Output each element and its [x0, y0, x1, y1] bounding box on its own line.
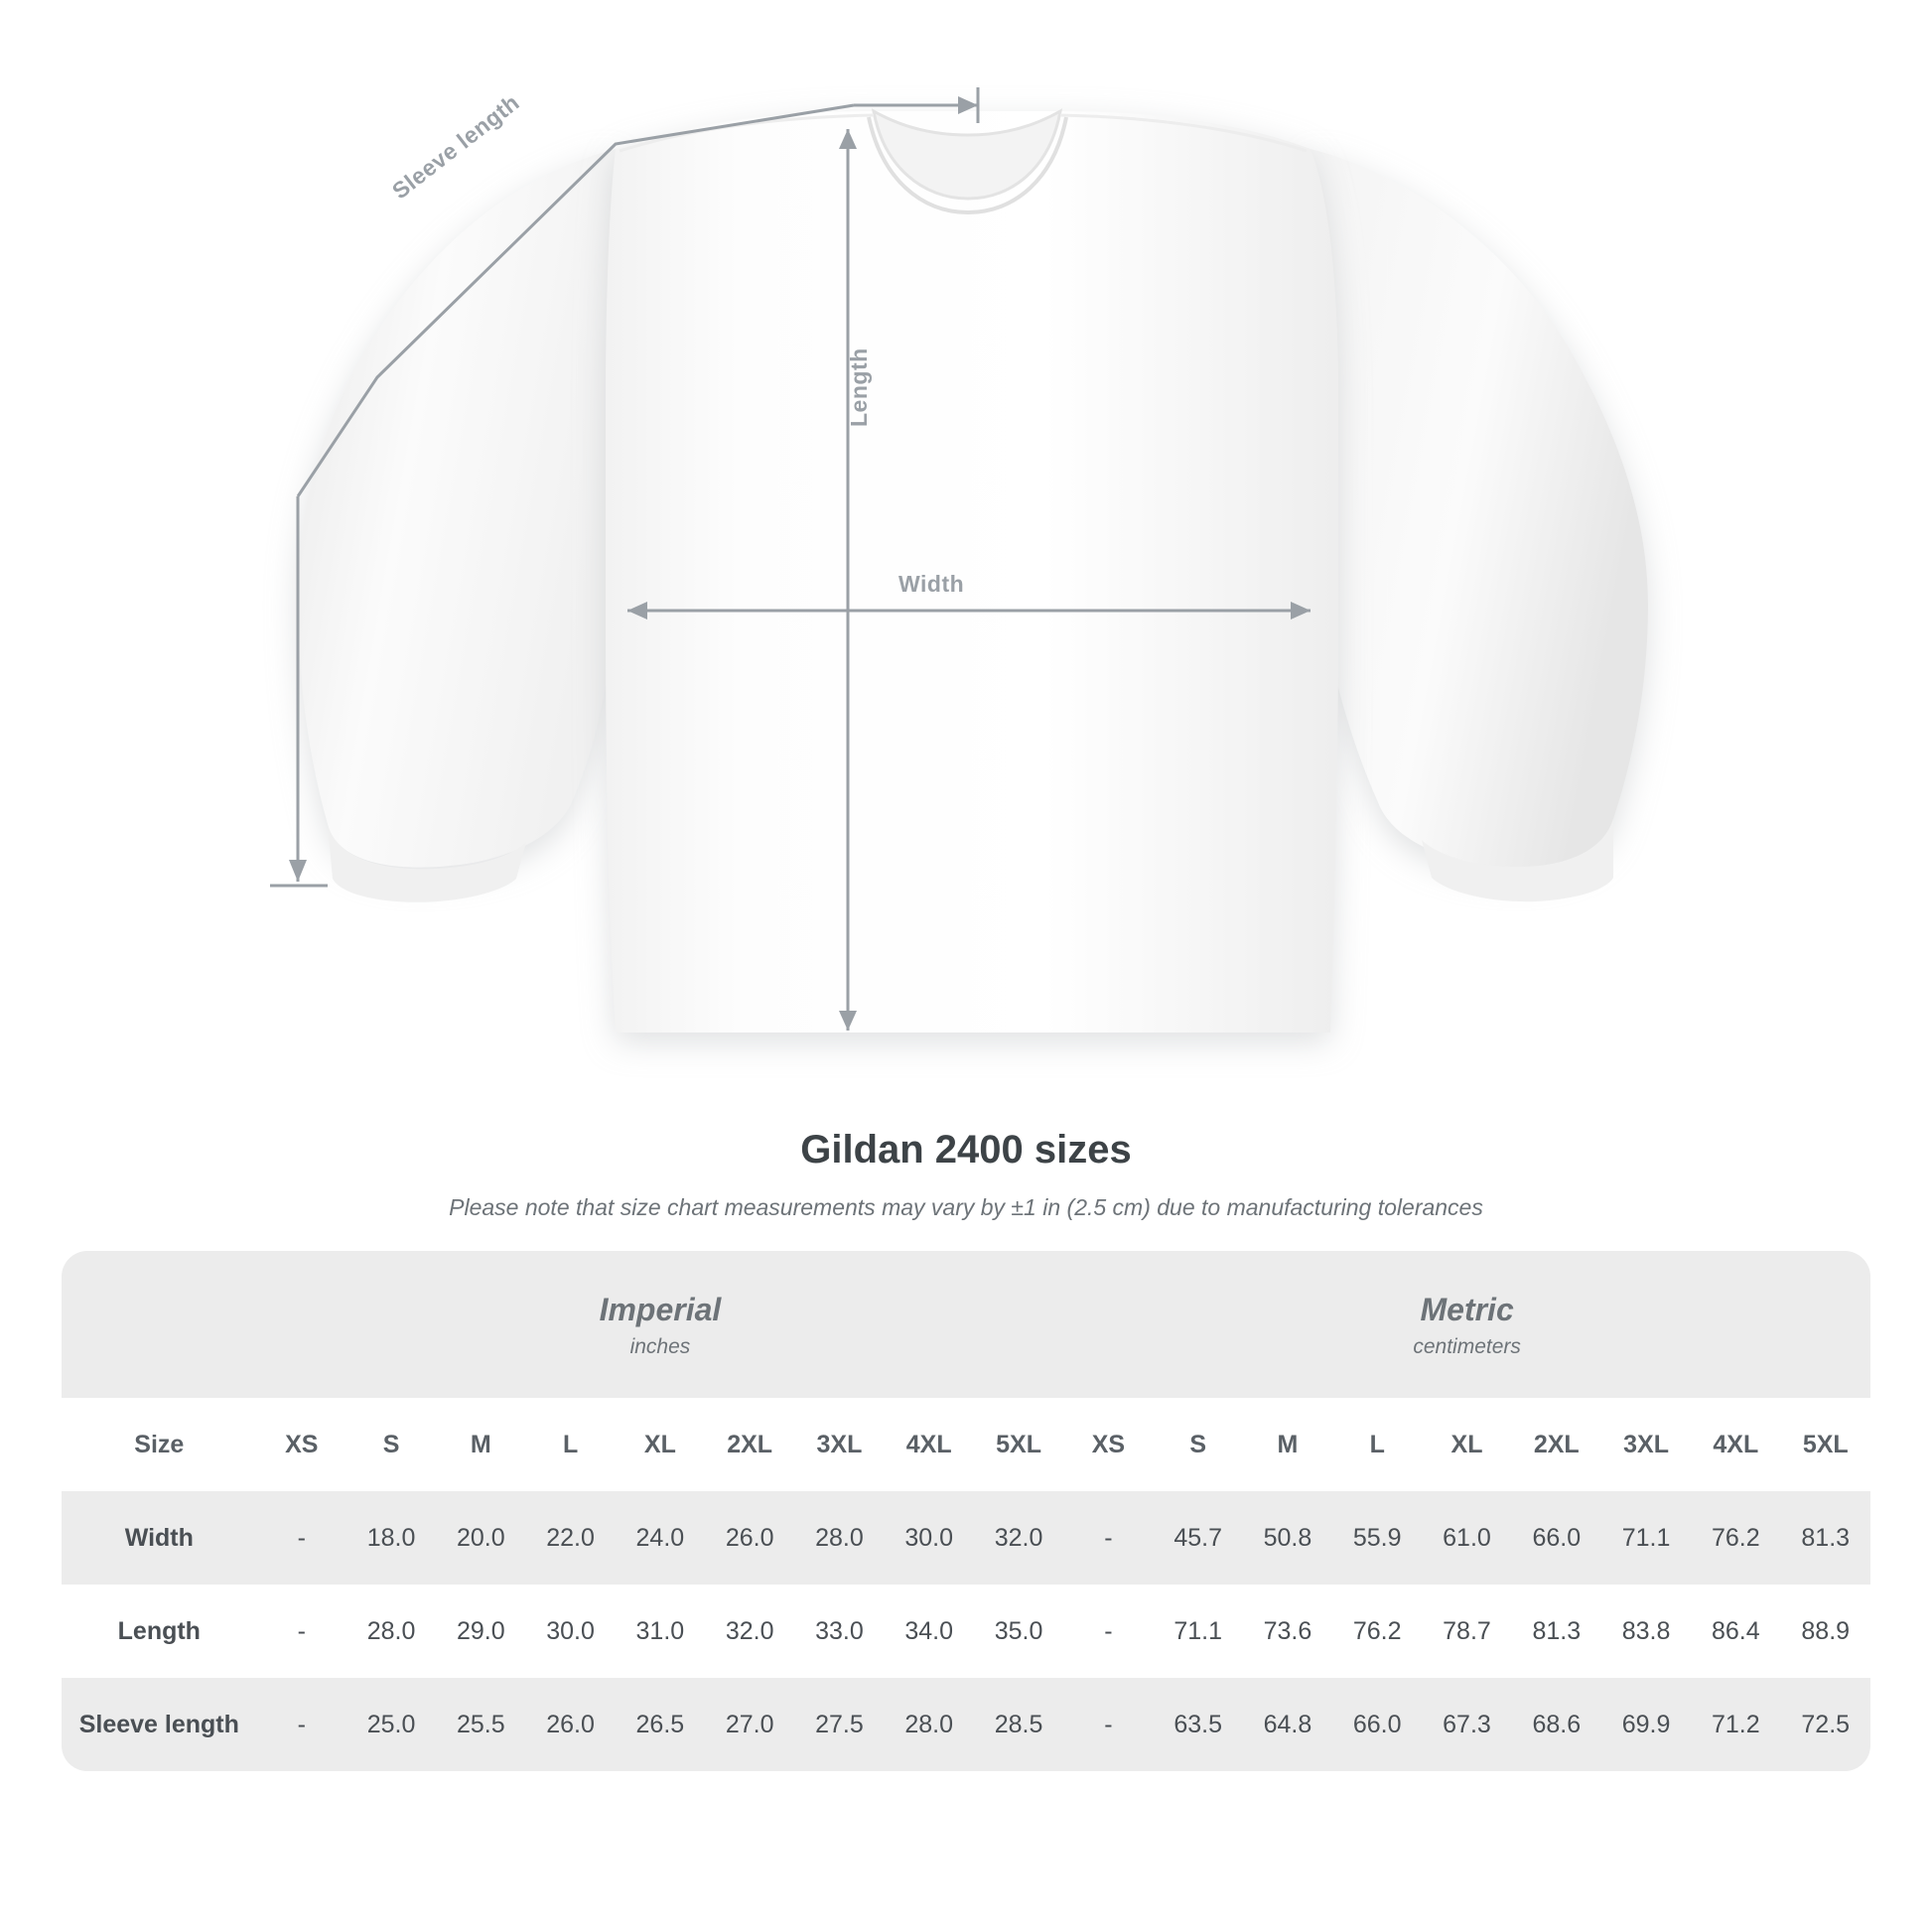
sleeve-metric-xl: 67.3 [1422, 1678, 1511, 1771]
sleeve-metric-s: 63.5 [1154, 1678, 1243, 1771]
length-metric-xl: 78.7 [1422, 1585, 1511, 1678]
length-imperial-l: 30.0 [525, 1585, 615, 1678]
title-block [0, 1128, 1932, 1221]
metric-sub: centimeters [1413, 1335, 1521, 1358]
width-imperial-xs: - [257, 1491, 346, 1585]
size-header-imperial-2xl: 2XL [705, 1398, 794, 1491]
size-header-imperial-xl: XL [616, 1398, 705, 1491]
length-imperial-5xl: 35.0 [974, 1585, 1063, 1678]
row-label-length: Length [62, 1585, 257, 1678]
size-header-metric-xl: XL [1422, 1398, 1511, 1491]
size-header-imperial-5xl: 5XL [974, 1398, 1063, 1491]
sleeve-imperial-s: 25.0 [346, 1678, 436, 1771]
width-imperial-s: 18.0 [346, 1491, 436, 1585]
length-metric-s: 71.1 [1154, 1585, 1243, 1678]
size-header-row [62, 1398, 1870, 1491]
width-imperial-5xl: 32.0 [974, 1491, 1063, 1585]
chart-title: Gildan 2400 sizes [800, 1128, 1132, 1172]
length-imperial-m: 29.0 [436, 1585, 525, 1678]
left-sleeve [298, 149, 616, 868]
width-imperial-2xl: 26.0 [705, 1491, 794, 1585]
unit-header-row [62, 1251, 1870, 1398]
right-sleeve [1311, 149, 1648, 867]
size-table [62, 1251, 1870, 1771]
length-metric-m: 73.6 [1243, 1585, 1332, 1678]
length-imperial-4xl: 34.0 [885, 1585, 974, 1678]
sleeve-metric-5xl: 72.5 [1780, 1678, 1870, 1771]
sleeve-imperial-l: 26.0 [525, 1678, 615, 1771]
width-metric-l: 55.9 [1332, 1491, 1422, 1585]
size-header-metric-2xl: 2XL [1512, 1398, 1601, 1491]
sleeve-length-label: Sleeve length [387, 88, 524, 205]
length-imperial-xs: - [257, 1585, 346, 1678]
width-imperial-l: 22.0 [525, 1491, 615, 1585]
length-imperial-2xl: 32.0 [705, 1585, 794, 1678]
size-header-imperial-xs: XS [257, 1398, 346, 1491]
width-metric-4xl: 76.2 [1691, 1491, 1780, 1585]
sleeve-imperial-2xl: 27.0 [705, 1678, 794, 1771]
metric-name: Metric [1420, 1292, 1514, 1327]
sleeve-imperial-xs: - [257, 1678, 346, 1771]
width-imperial-xl: 24.0 [616, 1491, 705, 1585]
length-label: Length [846, 347, 872, 427]
length-imperial-s: 28.0 [346, 1585, 436, 1678]
size-header-metric-3xl: 3XL [1601, 1398, 1691, 1491]
length-imperial-3xl: 33.0 [794, 1585, 884, 1678]
width-metric-xl: 61.0 [1422, 1491, 1511, 1585]
size-header-metric-5xl: 5XL [1780, 1398, 1870, 1491]
imperial-sub: inches [629, 1335, 691, 1358]
sleeve-imperial-xl: 26.5 [616, 1678, 705, 1771]
row-label-sleeve-length: Sleeve length [62, 1678, 257, 1771]
unit-header-metric [1063, 1251, 1870, 1398]
chart-subtitle: Please note that size chart measurements may vary by ±1 in (2.5 cm) due to manufacturing tolerances [449, 1194, 1483, 1220]
width-metric-3xl: 71.1 [1601, 1491, 1691, 1585]
size-header-metric-l: L [1332, 1398, 1422, 1491]
size-header-imperial-4xl: 4XL [885, 1398, 974, 1491]
width-metric-s: 45.7 [1154, 1491, 1243, 1585]
row-label-width: Width [62, 1491, 257, 1585]
length-imperial-xl: 31.0 [616, 1585, 705, 1678]
shirt-body [606, 111, 1338, 1033]
length-metric-xs: - [1063, 1585, 1153, 1678]
sleeve-imperial-4xl: 28.0 [885, 1678, 974, 1771]
size-header-label: Size [62, 1398, 257, 1491]
sleeve-imperial-3xl: 27.5 [794, 1678, 884, 1771]
sleeve-metric-l: 66.0 [1332, 1678, 1422, 1771]
width-label: Width [898, 571, 965, 597]
size-header-imperial-3xl: 3XL [794, 1398, 884, 1491]
width-metric-2xl: 66.0 [1512, 1491, 1601, 1585]
imperial-name: Imperial [599, 1292, 722, 1327]
unit-header-spacer [62, 1251, 257, 1398]
width-imperial-3xl: 28.0 [794, 1491, 884, 1585]
length-metric-2xl: 81.3 [1512, 1585, 1601, 1678]
sleeve-imperial-m: 25.5 [436, 1678, 525, 1771]
sleeve-metric-3xl: 69.9 [1601, 1678, 1691, 1771]
length-metric-5xl: 88.9 [1780, 1585, 1870, 1678]
size-header-metric-m: M [1243, 1398, 1332, 1491]
sleeve-imperial-5xl: 28.5 [974, 1678, 1063, 1771]
size-header-imperial-l: L [525, 1398, 615, 1491]
table-row-sleeve-length [62, 1678, 1870, 1771]
length-metric-4xl: 86.4 [1691, 1585, 1780, 1678]
size-header-imperial-s: S [346, 1398, 436, 1491]
size-header-metric-s: S [1154, 1398, 1243, 1491]
size-header-metric-xs: XS [1063, 1398, 1153, 1491]
width-imperial-m: 20.0 [436, 1491, 525, 1585]
sleeve-metric-m: 64.8 [1243, 1678, 1332, 1771]
sleeve-metric-4xl: 71.2 [1691, 1678, 1780, 1771]
sleeve-metric-xs: - [1063, 1678, 1153, 1771]
width-metric-5xl: 81.3 [1780, 1491, 1870, 1585]
length-metric-l: 76.2 [1332, 1585, 1422, 1678]
size-header-metric-4xl: 4XL [1691, 1398, 1780, 1491]
table-row-length [62, 1585, 1870, 1678]
width-imperial-4xl: 30.0 [885, 1491, 974, 1585]
size-header-imperial-m: M [436, 1398, 525, 1491]
length-metric-3xl: 83.8 [1601, 1585, 1691, 1678]
width-metric-m: 50.8 [1243, 1491, 1332, 1585]
size-table-wrapper [62, 1251, 1870, 1771]
table-row-width [62, 1491, 1870, 1585]
width-metric-xs: - [1063, 1491, 1153, 1585]
unit-header-imperial [257, 1251, 1064, 1398]
sleeve-metric-2xl: 68.6 [1512, 1678, 1601, 1771]
